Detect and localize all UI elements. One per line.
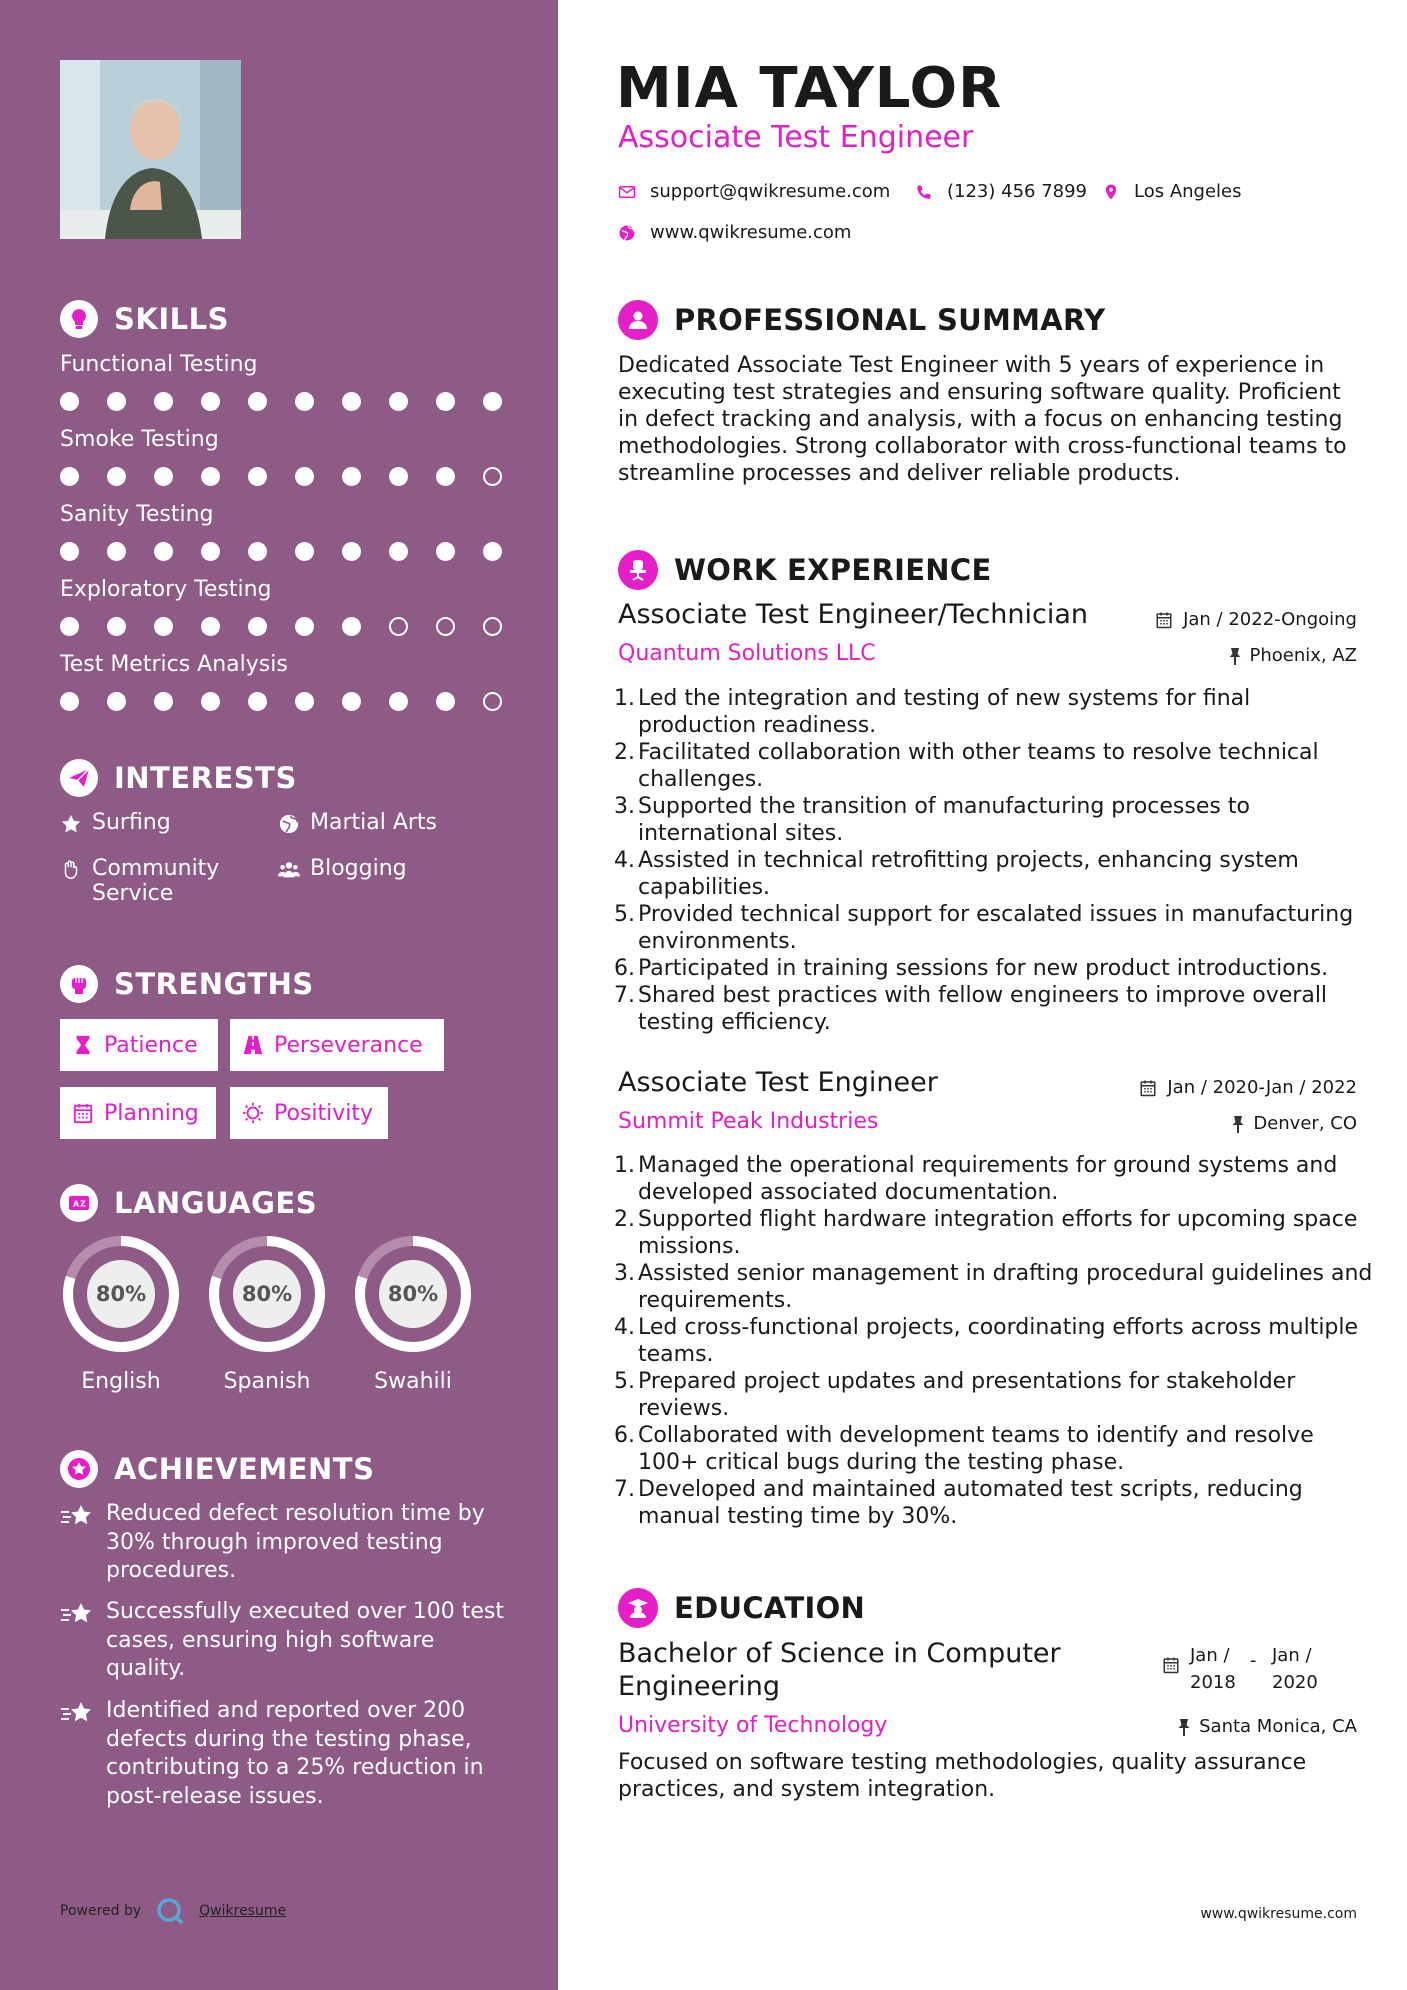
interest-martial-arts (278, 810, 437, 835)
job-dates (1155, 609, 1357, 630)
phone-icon (915, 183, 933, 201)
rating-dot-filled (342, 392, 361, 411)
bullet-text: Prepared project updates and presentations for stakeholder reviews. (638, 1369, 1296, 1421)
rating-dot-filled (248, 392, 267, 411)
svg-text:A: A (73, 1199, 80, 1209)
bullet-text: Developed and maintained automated test scripts, reducing manual testing time by 30%. (638, 1477, 1303, 1529)
education-school: University of Technology (618, 1713, 888, 1738)
skill-rating (60, 467, 500, 487)
strength-label: Perseverance (274, 1032, 423, 1058)
interest-surfing (60, 810, 171, 835)
summary-heading (618, 300, 1105, 340)
bullet-text: Led cross-functional projects, coordinating efforts across multiple teams. (638, 1315, 1359, 1367)
rating-dot-filled (201, 617, 220, 636)
contact-email (618, 181, 890, 202)
rating-dot-filled (60, 692, 79, 711)
job-bullet (614, 793, 1374, 847)
language-progress-ring (60, 1233, 182, 1355)
star-icon (60, 813, 82, 835)
skills-heading (60, 300, 229, 338)
language-item (352, 1233, 474, 1394)
svg-text:Z: Z (80, 1199, 86, 1209)
rating-dot-filled (60, 617, 79, 636)
rating-dot-filled (436, 542, 455, 561)
pushpin-icon (1228, 647, 1242, 665)
bullet-number: 1. (614, 686, 635, 711)
globe-icon (278, 813, 300, 835)
candidate-name: MIA TAYLOR (616, 56, 1003, 121)
education-end: Jan / 2020 (1272, 1645, 1318, 1693)
education-dates (1162, 1642, 1322, 1696)
job-dates-text: Jan / 2020-Jan / 2022 (1167, 1077, 1357, 1098)
sidebar (0, 0, 558, 1990)
shooting-star-icon (60, 1699, 94, 1729)
paper-plane-icon (60, 759, 98, 797)
bullet-text: Facilitated collaboration with other teams to resolve technical challenges. (638, 740, 1319, 792)
achievement-item (60, 1500, 510, 1586)
rating-dot-filled (248, 542, 267, 561)
person-photo-icon (60, 60, 241, 239)
skill-item (60, 352, 500, 412)
job-bullet (614, 982, 1374, 1036)
language-percent: 80% (241, 1282, 293, 1306)
language-progress-ring (206, 1233, 328, 1355)
job-bullet (614, 1314, 1374, 1368)
skill-item (60, 577, 500, 637)
section-title: STRENGTHS (114, 967, 314, 1001)
rating-dot-filled (248, 617, 267, 636)
bullet-number: 1. (614, 1153, 635, 1178)
candidate-role: Associate Test Engineer (618, 120, 974, 155)
user-icon (618, 300, 658, 340)
lightbulb-icon (60, 300, 98, 338)
graduate-icon (618, 1588, 658, 1628)
bullet-text: Collaborated with development teams to identify and resolve 100+ critical bugs during the testing phase. (638, 1423, 1314, 1475)
sun-icon (242, 1102, 264, 1124)
hourglass-icon (72, 1034, 94, 1056)
bullet-number: 3. (614, 1261, 635, 1286)
bullet-text: Managed the operational requirements for ground systems and developed associated documentation. (638, 1153, 1338, 1205)
section-title: WORK EXPERIENCE (674, 553, 992, 587)
job-bullet (614, 685, 1374, 739)
education-location (1177, 1716, 1357, 1737)
qwikresume-logo-icon (155, 1896, 185, 1926)
job-location-text: Phoenix, AZ (1249, 645, 1357, 666)
job-bullets (614, 1152, 1374, 1530)
bullet-number: 3. (614, 794, 635, 819)
qwikresume-link[interactable]: Qwikresume (199, 1903, 287, 1919)
education-start: Jan / 2018 (1190, 1645, 1236, 1693)
summary-text: Dedicated Associate Test Engineer with 5 years of experience in executing test strategies and ensuring software quality. Proficient in defect tracking and analysis, with a focus on enhancing testing methodologies. Strong collaborator with cross-functional teams to streamline processes and deliver reliable products. (618, 353, 1347, 486)
skill-rating (60, 692, 500, 712)
achievement-text: Successfully executed over 100 test cases, ensuring high software quality. (106, 1599, 504, 1681)
strength-perseverance (230, 1019, 444, 1071)
experience-heading (618, 550, 992, 590)
job-bullet (614, 1206, 1374, 1260)
interest-label: Martial Arts (310, 810, 438, 835)
interests-heading (60, 759, 297, 797)
job-dates (1139, 1077, 1357, 1098)
job-bullet (614, 1368, 1374, 1422)
skill-name: Test Metrics Analysis (60, 652, 288, 677)
skill-item (60, 427, 500, 487)
rating-dot-filled (295, 617, 314, 636)
rating-dot-empty (483, 467, 502, 486)
skill-rating (60, 392, 500, 412)
job-bullet (614, 955, 1374, 982)
strength-label: Patience (104, 1032, 198, 1058)
rating-dot-filled (342, 542, 361, 561)
skill-rating (60, 542, 500, 562)
map-pin-icon (1102, 183, 1120, 201)
rating-dot-filled (201, 392, 220, 411)
job-company: Quantum Solutions LLC (618, 641, 876, 666)
powered-by-label: Powered by (60, 1903, 142, 1919)
job-bullet (614, 1422, 1374, 1476)
job-dates-text: Jan / 2022-Ongoing (1183, 609, 1357, 630)
bullet-number: 4. (614, 1315, 635, 1340)
job-location (1228, 645, 1358, 666)
skill-item (60, 652, 500, 712)
languages-heading (60, 1184, 317, 1222)
rating-dot-empty (389, 617, 408, 636)
envelope-icon (618, 183, 636, 201)
achievement-item (60, 1697, 510, 1811)
language-icon (60, 1184, 98, 1222)
contact-website (618, 222, 851, 243)
job-bullets (614, 685, 1374, 1036)
rating-dot-filled (201, 467, 220, 486)
skill-name: Functional Testing (60, 352, 258, 377)
skill-rating (60, 617, 500, 637)
rating-dot-filled (107, 467, 126, 486)
job-title: Associate Test Engineer (618, 1067, 938, 1098)
achievements-heading (60, 1450, 374, 1488)
section-title: SKILLS (114, 302, 229, 336)
interest-label: Surfing (92, 810, 171, 835)
date-separator: - (1250, 1650, 1257, 1671)
rating-dot-filled (436, 392, 455, 411)
rating-dot-filled (483, 542, 502, 561)
job-bullet (614, 739, 1374, 793)
education-location-text: Santa Monica, CA (1199, 1716, 1357, 1737)
section-title: LANGUAGES (114, 1186, 318, 1220)
job-company: Summit Peak Industries (618, 1109, 879, 1134)
rating-dot-filled (107, 392, 126, 411)
bullet-number: 2. (614, 740, 635, 765)
rating-dot-filled (154, 392, 173, 411)
strengths-heading (60, 965, 314, 1003)
rating-dot-empty (436, 617, 455, 636)
calendar-icon (1162, 1656, 1180, 1674)
rating-dot-filled (60, 542, 79, 561)
rating-dot-empty (483, 617, 502, 636)
section-title: ACHIEVEMENTS (114, 1452, 375, 1486)
rating-dot-filled (60, 467, 79, 486)
pushpin-icon (1231, 1115, 1245, 1133)
email-text[interactable]: support@qwikresume.com (650, 181, 891, 202)
location-text: Los Angeles (1134, 181, 1242, 202)
website-text[interactable]: www.qwikresume.com (650, 222, 852, 243)
strength-label: Planning (104, 1100, 199, 1126)
job-bullet (614, 1260, 1374, 1314)
education-degree: Bachelor of Science in Computer Engineering (618, 1638, 1061, 1702)
achievement-item (60, 1598, 510, 1684)
interest-blogging (278, 856, 407, 881)
rating-dot-filled (436, 692, 455, 711)
rating-dot-filled (389, 392, 408, 411)
rating-dot-filled (107, 692, 126, 711)
rating-dot-filled (107, 617, 126, 636)
bullet-number: 6. (614, 956, 635, 981)
bullet-number: 2. (614, 1207, 635, 1232)
achievement-text: Reduced defect resolution time by 30% through improved testing procedures. (106, 1501, 485, 1583)
bullet-text: Provided technical support for escalated issues in manufacturing environments. (638, 902, 1354, 954)
job-bullet (614, 1476, 1374, 1530)
skill-name: Exploratory Testing (60, 577, 272, 602)
rating-dot-filled (342, 692, 361, 711)
rating-dot-filled (342, 617, 361, 636)
bullet-number: 6. (614, 1423, 635, 1448)
rating-dot-filled (248, 692, 267, 711)
section-title: INTERESTS (114, 761, 297, 795)
bullet-text: Assisted in technical retrofitting projects, enhancing system capabilities. (638, 848, 1299, 900)
rating-dot-filled (154, 467, 173, 486)
education-description: Focused on software testing methodologies, quality assurance practices, and system integration. (618, 1750, 1307, 1802)
rating-dot-filled (389, 467, 408, 486)
road-icon (242, 1034, 264, 1056)
skill-name: Sanity Testing (60, 502, 214, 527)
rating-dot-filled (389, 692, 408, 711)
rating-dot-filled (201, 542, 220, 561)
language-name: Swahili (374, 1369, 452, 1394)
rating-dot-filled (201, 692, 220, 711)
rating-dot-filled (483, 392, 502, 411)
bullet-text: Shared best practices with fellow engineers to improve overall testing efficiency. (638, 983, 1328, 1035)
rating-dot-filled (248, 467, 267, 486)
rating-dot-filled (342, 467, 361, 486)
bullet-text: Supported the transition of manufacturing processes to international sites. (638, 794, 1250, 846)
bullet-number: 4. (614, 848, 635, 873)
job-bullet (614, 1152, 1374, 1206)
skill-item (60, 502, 500, 562)
rating-dot-filled (295, 467, 314, 486)
job-title: Associate Test Engineer/Technician (618, 599, 1088, 630)
calendar-icon (1139, 1079, 1157, 1097)
language-name: English (81, 1369, 161, 1394)
section-title: EDUCATION (674, 1591, 866, 1625)
job-bullet (614, 901, 1374, 955)
language-progress-ring (352, 1233, 474, 1355)
rating-dot-filled (154, 542, 173, 561)
fist-icon (60, 965, 98, 1003)
education-heading (618, 1588, 865, 1628)
strength-planning (60, 1087, 216, 1139)
job-location-text: Denver, CO (1253, 1113, 1357, 1134)
job-location (1231, 1113, 1357, 1134)
rating-dot-filled (154, 617, 173, 636)
phone-text[interactable]: (123) 456 7899 (947, 181, 1088, 202)
hand-icon (60, 859, 82, 881)
bullet-text: Supported flight hardware integration efforts for upcoming space missions. (638, 1207, 1358, 1259)
bullet-text: Participated in training sessions for new product introductions. (638, 956, 1329, 981)
bullet-number: 5. (614, 902, 635, 927)
office-chair-icon (618, 550, 658, 590)
main-content (558, 0, 1407, 1990)
bullet-number: 7. (614, 983, 635, 1008)
shooting-star-icon (60, 1600, 94, 1630)
rating-dot-filled (107, 542, 126, 561)
pushpin-icon (1177, 1718, 1191, 1736)
rating-dot-filled (154, 692, 173, 711)
calendar-icon (72, 1102, 94, 1124)
contact-location (1102, 181, 1242, 202)
shooting-star-icon (60, 1502, 94, 1532)
rating-dot-filled (436, 467, 455, 486)
bullet-number: 7. (614, 1477, 635, 1502)
skill-name: Smoke Testing (60, 427, 219, 452)
job-bullet (614, 847, 1374, 901)
strength-positivity (230, 1087, 388, 1139)
rating-dot-filled (295, 542, 314, 561)
language-item (60, 1233, 182, 1394)
bullet-number: 5. (614, 1369, 635, 1394)
language-item (206, 1233, 328, 1394)
rating-dot-filled (60, 392, 79, 411)
footer-url[interactable]: www.qwikresume.com (1200, 1906, 1357, 1922)
rating-dot-filled (295, 692, 314, 711)
rating-dot-filled (295, 392, 314, 411)
profile-photo (60, 60, 241, 239)
interest-label: Blogging (310, 856, 407, 881)
contact-phone (915, 181, 1087, 202)
star-badge-icon (60, 1450, 98, 1488)
powered-by (60, 1896, 286, 1926)
rating-dot-filled (389, 542, 408, 561)
language-percent: 80% (387, 1282, 439, 1306)
achievement-text: Identified and reported over 200 defects during the testing phase, contributing to a 25% reduction in post-release issues. (106, 1698, 484, 1809)
language-name: Spanish (223, 1369, 311, 1394)
interest-label: Community Service (92, 856, 220, 906)
users-icon (278, 859, 300, 881)
strength-label: Positivity (274, 1100, 374, 1126)
globe-icon (618, 224, 636, 242)
bullet-text: Led the integration and testing of new systems for final production readiness. (638, 686, 1251, 738)
strength-patience (60, 1019, 218, 1071)
interest-community-service (60, 856, 250, 906)
rating-dot-empty (483, 692, 502, 711)
calendar-icon (1155, 611, 1173, 629)
language-percent: 80% (95, 1282, 147, 1306)
bullet-text: Assisted senior management in drafting procedural guidelines and requirements. (638, 1261, 1373, 1313)
section-title: PROFESSIONAL SUMMARY (674, 303, 1106, 337)
